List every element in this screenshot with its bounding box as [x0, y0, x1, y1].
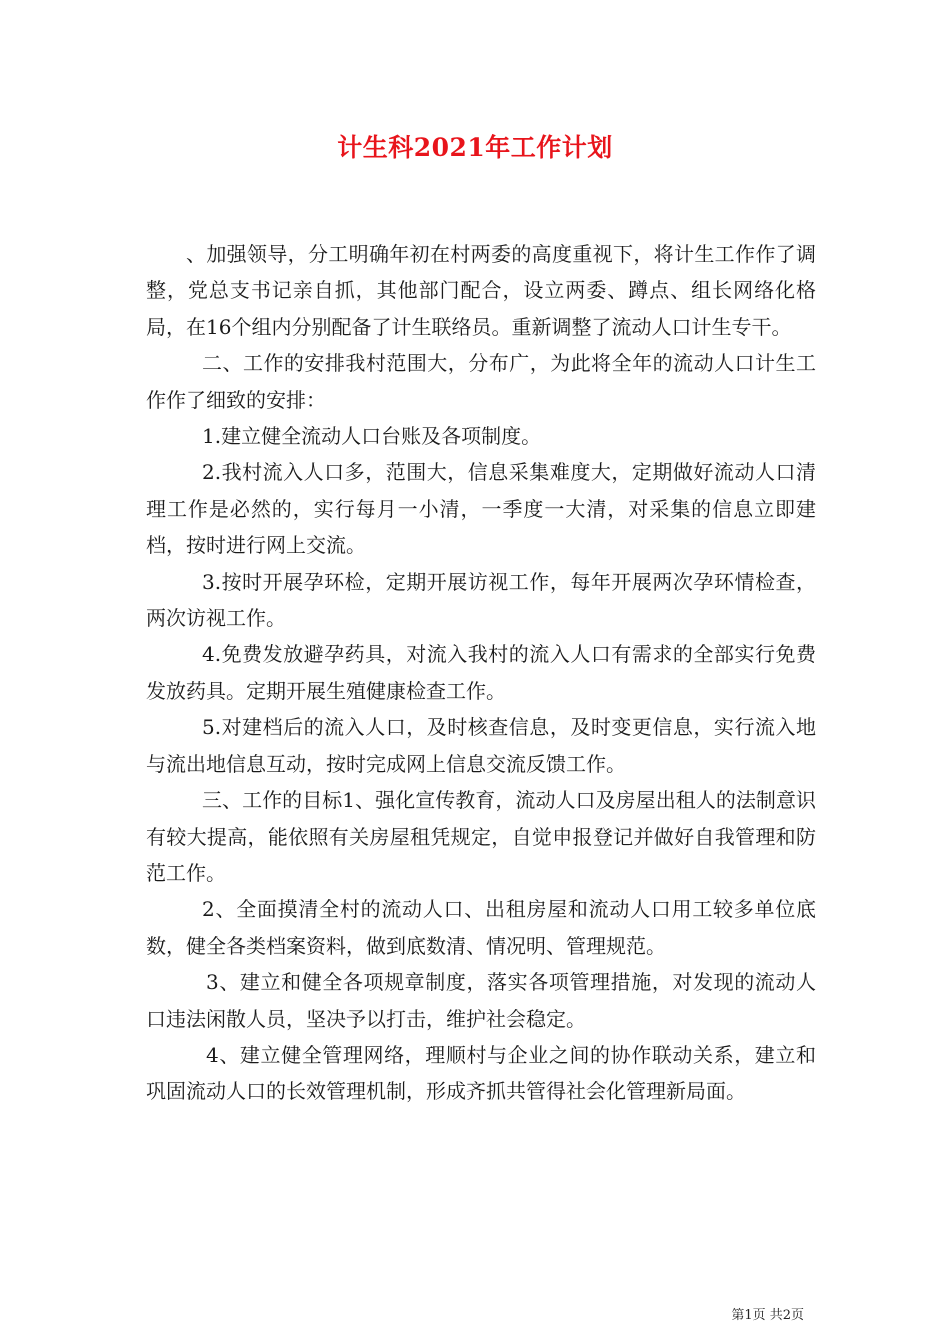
page-number-footer: 第1页 共2页 [731, 1308, 804, 1323]
paragraph-goal-2: 2、全面摸清全村的流动人口、出租房屋和流动人口用工较多单位底数，健全各类档案资料，做到底数清、情况明、管理规范。 [146, 897, 816, 958]
paragraph-item-4: 4.免费发放避孕药具，对流入我村的流入人口有需求的全部实行免费发放药具。定期开展生殖健康检查工作。 [146, 642, 816, 703]
paragraph-item-3: 3.按时开展孕环检，定期开展访视工作，每年开展两次孕环情检查，两次访视工作。 [146, 569, 816, 631]
paragraph-leadership: 、加强领导，分工明确年初在村两委的高度重视下，将计生工作作了调整，党总支书记亲自抓，其他部门配合，设立两委、蹲点、组长网络化格局，在16个组内分别配备了计生联络员。重新调整了流动人口计生专干。 [146, 242, 816, 339]
paragraph-item-5: 5.对建档后的流入人口，及时核查信息，及时变更信息，实行流入地与流出地信息互动，按时完成网上信息交流反馈工作。 [146, 715, 816, 776]
paragraph-section-2: 二、工作的安排我村范围大，分布广，为此将全年的流动人口计生工作作了细致的安排： [146, 351, 816, 412]
paragraph-goal-3: 3、建立和健全各项规章制度，落实各项管理措施，对发现的流动人口违法闲散人员，坚决予以打击，维护社会稳定。 [146, 970, 816, 1031]
paragraph-goal-4: 4、建立健全管理网络，理顺村与企业之间的协作联动关系，建立和巩固流动人口的长效管理机制，形成齐抓共管得社会化管理新局面。 [146, 1042, 816, 1104]
paragraph-item-2: 2.我村流入人口多，范围大，信息采集难度大，定期做好流动人口清理工作是必然的，实行每月一小清，一季度一大清，对采集的信息立即建档，按时进行网上交流。 [146, 460, 816, 558]
document-body [146, 236, 816, 1110]
document-title: 计生科2021年工作计划 [337, 133, 613, 162]
paragraph-section-3: 三、工作的目标1、强化宣传教育，流动人口及房屋出租人的法制意识有较大提高，能依照有关房屋租凭规定，自觉申报登记并做好自我管理和防范工作。 [146, 788, 816, 885]
paragraph-item-1: 1.建立健全流动人口台账及各项制度。 [202, 424, 542, 449]
